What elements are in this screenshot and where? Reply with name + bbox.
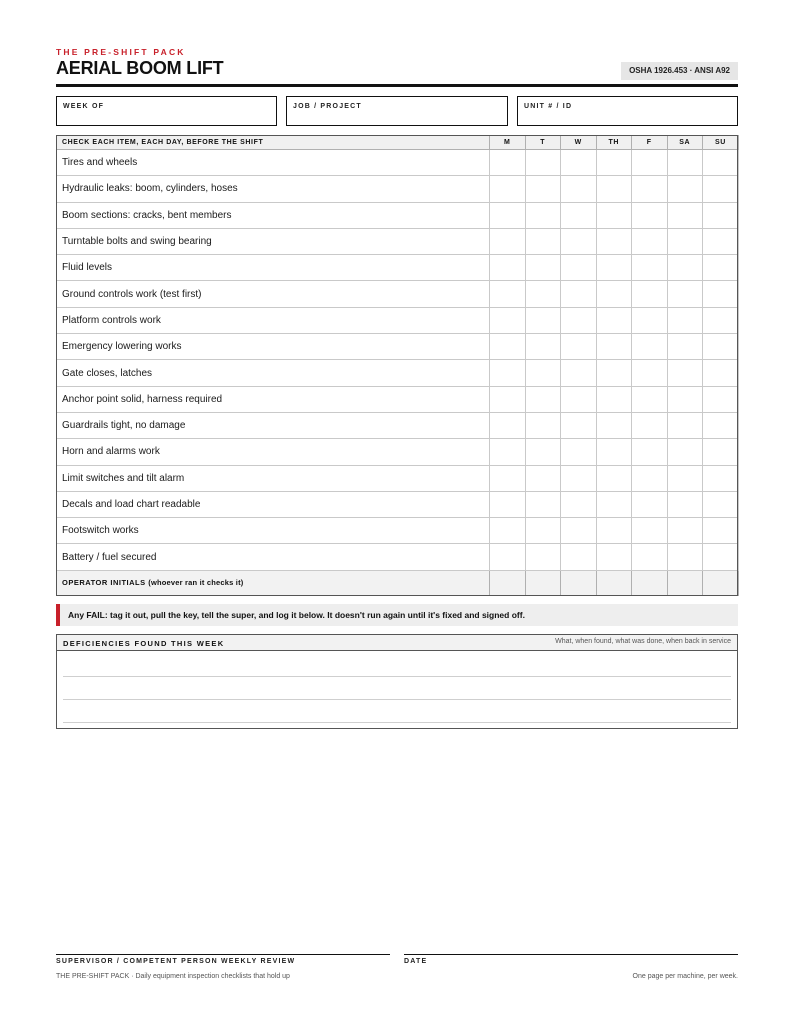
writing-line	[63, 676, 731, 677]
date-signature-line[interactable]	[404, 954, 738, 955]
check-item-row	[57, 228, 739, 254]
check-item-row	[57, 491, 739, 517]
check-cell-saturday[interactable]	[667, 150, 703, 176]
check-cell-friday[interactable]	[632, 386, 668, 412]
check-item-row	[57, 518, 739, 544]
check-cell-monday[interactable]	[490, 518, 526, 544]
check-item-row	[57, 281, 739, 307]
check-cell-wednesday[interactable]	[561, 176, 597, 202]
check-cell-tuesday[interactable]	[525, 255, 561, 281]
day-header-friday: F	[632, 136, 668, 150]
check-cell-friday[interactable]	[632, 465, 668, 491]
check-item-row	[57, 360, 739, 386]
check-cell-sunday[interactable]	[703, 491, 739, 517]
check-cell-monday[interactable]	[490, 150, 526, 176]
check-cell-wednesday[interactable]	[561, 465, 597, 491]
check-cell-monday[interactable]	[490, 255, 526, 281]
check-cell-wednesday[interactable]	[561, 307, 597, 333]
check-item-label: Decals and load chart readable	[57, 491, 490, 517]
check-item-label: Limit switches and tilt alarm	[57, 465, 490, 491]
check-cell-tuesday[interactable]	[525, 281, 561, 307]
check-cell-wednesday[interactable]	[561, 386, 597, 412]
check-cell-friday[interactable]	[632, 307, 668, 333]
check-cell-sunday[interactable]	[703, 518, 739, 544]
check-cell-tuesday[interactable]	[525, 360, 561, 386]
check-cell-thursday[interactable]	[596, 360, 632, 386]
check-cell-sunday[interactable]	[703, 228, 739, 254]
initials-cell-thursday[interactable]	[596, 570, 632, 595]
header-rule	[56, 84, 738, 87]
check-cell-monday[interactable]	[490, 202, 526, 228]
check-item-row	[57, 439, 739, 465]
check-cell-sunday[interactable]	[703, 202, 739, 228]
check-cell-friday[interactable]	[632, 150, 668, 176]
check-cell-tuesday[interactable]	[525, 334, 561, 360]
checklist-page	[56, 0, 738, 1028]
initials-cell-tuesday[interactable]	[525, 570, 561, 595]
check-cell-wednesday[interactable]	[561, 544, 597, 570]
check-item-row	[57, 412, 739, 438]
check-cell-wednesday[interactable]	[561, 360, 597, 386]
check-cell-saturday[interactable]	[667, 386, 703, 412]
check-cell-monday[interactable]	[490, 491, 526, 517]
check-cell-monday[interactable]	[490, 334, 526, 360]
check-cell-friday[interactable]	[632, 228, 668, 254]
check-cell-thursday[interactable]	[596, 307, 632, 333]
check-cell-sunday[interactable]	[703, 386, 739, 412]
check-cell-thursday[interactable]	[596, 518, 632, 544]
check-cell-wednesday[interactable]	[561, 150, 597, 176]
deficiencies-box[interactable]	[56, 634, 738, 729]
check-item-row	[57, 176, 739, 202]
check-cell-wednesday[interactable]	[561, 491, 597, 517]
check-cell-tuesday[interactable]	[525, 176, 561, 202]
job-project-field[interactable]	[286, 96, 508, 126]
fail-warning-banner: Any FAIL: tag it out, pull the key, tell the super, and log it below. It doesn't run again until it's fixed and signed off.	[56, 604, 738, 626]
page-title: AERIAL BOOM LIFT	[56, 58, 224, 78]
date-signature-label: DATE	[404, 958, 428, 965]
check-item-label: Boom sections: cracks, bent members	[57, 202, 490, 228]
check-item-label: Fluid levels	[57, 255, 490, 281]
check-cell-wednesday[interactable]	[561, 334, 597, 360]
initials-cell-monday[interactable]	[490, 570, 526, 595]
check-cell-friday[interactable]	[632, 334, 668, 360]
check-cell-tuesday[interactable]	[525, 491, 561, 517]
check-item-label: Footswitch works	[57, 518, 490, 544]
check-item-label: Gate closes, latches	[57, 360, 490, 386]
check-item-row	[57, 150, 739, 176]
check-cell-saturday[interactable]	[667, 439, 703, 465]
check-cell-thursday[interactable]	[596, 150, 632, 176]
check-cell-friday[interactable]	[632, 281, 668, 307]
day-header-wednesday: W	[561, 136, 597, 150]
check-cell-friday[interactable]	[632, 202, 668, 228]
check-cell-sunday[interactable]	[703, 360, 739, 386]
check-cell-saturday[interactable]	[667, 360, 703, 386]
supervisor-signature-line[interactable]	[56, 954, 390, 955]
table-header-row	[57, 136, 739, 150]
check-cell-saturday[interactable]	[667, 518, 703, 544]
check-item-row	[57, 386, 739, 412]
check-cell-wednesday[interactable]	[561, 228, 597, 254]
check-cell-thursday[interactable]	[596, 439, 632, 465]
initials-cell-friday[interactable]	[632, 570, 668, 595]
check-cell-sunday[interactable]	[703, 465, 739, 491]
check-cell-saturday[interactable]	[667, 412, 703, 438]
deficiencies-hint: What, when found, what was done, when back in service	[555, 638, 731, 645]
check-cell-thursday[interactable]	[596, 281, 632, 307]
check-item-label: Battery / fuel secured	[57, 544, 490, 570]
check-item-label: Guardrails tight, no damage	[57, 412, 490, 438]
check-cell-friday[interactable]	[632, 491, 668, 517]
check-cell-saturday[interactable]	[667, 491, 703, 517]
check-cell-monday[interactable]	[490, 544, 526, 570]
check-item-row	[57, 334, 739, 360]
check-cell-tuesday[interactable]	[525, 439, 561, 465]
initials-cell-wednesday[interactable]	[561, 570, 597, 595]
check-cell-saturday[interactable]	[667, 202, 703, 228]
check-cell-wednesday[interactable]	[561, 518, 597, 544]
check-cell-sunday[interactable]	[703, 439, 739, 465]
check-cell-sunday[interactable]	[703, 412, 739, 438]
item-column-header: CHECK EACH ITEM, EACH DAY, BEFORE THE SHIFT	[57, 136, 490, 150]
footer-right: One page per machine, per week.	[632, 973, 738, 980]
check-cell-wednesday[interactable]	[561, 439, 597, 465]
initials-cell-sunday[interactable]	[703, 570, 739, 595]
check-cell-sunday[interactable]	[703, 176, 739, 202]
check-cell-monday[interactable]	[490, 412, 526, 438]
check-cell-tuesday[interactable]	[525, 518, 561, 544]
check-item-row	[57, 465, 739, 491]
check-cell-sunday[interactable]	[703, 334, 739, 360]
check-cell-monday[interactable]	[490, 307, 526, 333]
check-cell-saturday[interactable]	[667, 465, 703, 491]
check-item-row	[57, 202, 739, 228]
check-item-label: Hydraulic leaks: boom, cylinders, hoses	[57, 176, 490, 202]
series-kicker: THE PRE-SHIFT PACK	[56, 47, 186, 57]
day-header-saturday: SA	[667, 136, 703, 150]
writing-line	[63, 699, 731, 700]
check-item-row	[57, 544, 739, 570]
week-of-field[interactable]	[56, 96, 277, 126]
unit-id-field[interactable]	[517, 96, 738, 126]
check-cell-thursday[interactable]	[596, 228, 632, 254]
check-cell-monday[interactable]	[490, 360, 526, 386]
writing-line	[63, 722, 731, 723]
check-cell-sunday[interactable]	[703, 307, 739, 333]
check-cell-wednesday[interactable]	[561, 412, 597, 438]
check-cell-tuesday[interactable]	[525, 386, 561, 412]
day-header-monday: M	[490, 136, 526, 150]
standards-badge: OSHA 1926.453 · ANSI A92	[621, 62, 738, 80]
check-cell-saturday[interactable]	[667, 307, 703, 333]
check-cell-thursday[interactable]	[596, 491, 632, 517]
deficiencies-header	[57, 635, 737, 651]
check-cell-friday[interactable]	[632, 176, 668, 202]
check-cell-thursday[interactable]	[596, 544, 632, 570]
check-cell-monday[interactable]	[490, 281, 526, 307]
check-cell-tuesday[interactable]	[525, 544, 561, 570]
check-cell-saturday[interactable]	[667, 228, 703, 254]
week-of-label: WEEK OF	[63, 103, 105, 110]
check-cell-tuesday[interactable]	[525, 465, 561, 491]
check-cell-tuesday[interactable]	[525, 228, 561, 254]
check-item-row	[57, 307, 739, 333]
check-cell-thursday[interactable]	[596, 334, 632, 360]
check-cell-wednesday[interactable]	[561, 202, 597, 228]
check-cell-monday[interactable]	[490, 465, 526, 491]
check-cell-friday[interactable]	[632, 439, 668, 465]
check-cell-sunday[interactable]	[703, 544, 739, 570]
operator-initials-label: OPERATOR INITIALS (whoever ran it checks it)	[57, 570, 490, 595]
check-cell-tuesday[interactable]	[525, 307, 561, 333]
job-project-label: JOB / PROJECT	[293, 103, 362, 110]
check-cell-friday[interactable]	[632, 412, 668, 438]
check-cell-tuesday[interactable]	[525, 412, 561, 438]
check-cell-thursday[interactable]	[596, 202, 632, 228]
check-cell-thursday[interactable]	[596, 465, 632, 491]
check-cell-monday[interactable]	[490, 386, 526, 412]
check-cell-sunday[interactable]	[703, 255, 739, 281]
check-cell-sunday[interactable]	[703, 281, 739, 307]
check-item-label: Horn and alarms work	[57, 439, 490, 465]
check-item-label: Turntable bolts and swing bearing	[57, 228, 490, 254]
day-header-sunday: SU	[703, 136, 739, 150]
check-item-label: Anchor point solid, harness required	[57, 386, 490, 412]
check-item-label: Emergency lowering works	[57, 334, 490, 360]
check-cell-friday[interactable]	[632, 360, 668, 386]
check-cell-tuesday[interactable]	[525, 202, 561, 228]
check-cell-tuesday[interactable]	[525, 150, 561, 176]
check-cell-saturday[interactable]	[667, 176, 703, 202]
check-item-label: Ground controls work (test first)	[57, 281, 490, 307]
check-cell-thursday[interactable]	[596, 412, 632, 438]
check-cell-sunday[interactable]	[703, 150, 739, 176]
check-cell-thursday[interactable]	[596, 176, 632, 202]
unit-id-label: UNIT # / ID	[524, 103, 573, 110]
check-item-label: Tires and wheels	[57, 150, 490, 176]
check-cell-friday[interactable]	[632, 518, 668, 544]
check-cell-saturday[interactable]	[667, 544, 703, 570]
check-cell-wednesday[interactable]	[561, 281, 597, 307]
check-cell-monday[interactable]	[490, 176, 526, 202]
check-cell-saturday[interactable]	[667, 255, 703, 281]
day-header-thursday: TH	[596, 136, 632, 150]
deficiencies-label: DEFICIENCIES FOUND THIS WEEK	[63, 639, 225, 648]
footer-left: THE PRE-SHIFT PACK · Daily equipment inspection checklists that hold up	[56, 973, 290, 980]
check-cell-wednesday[interactable]	[561, 255, 597, 281]
check-cell-friday[interactable]	[632, 544, 668, 570]
check-cell-friday[interactable]	[632, 255, 668, 281]
check-cell-saturday[interactable]	[667, 334, 703, 360]
day-header-tuesday: T	[525, 136, 561, 150]
check-cell-thursday[interactable]	[596, 255, 632, 281]
check-cell-monday[interactable]	[490, 228, 526, 254]
supervisor-signature-label: SUPERVISOR / COMPETENT PERSON WEEKLY REVIEW	[56, 958, 296, 965]
check-cell-thursday[interactable]	[596, 386, 632, 412]
operator-initials-row	[57, 570, 739, 595]
check-cell-saturday[interactable]	[667, 281, 703, 307]
initials-cell-saturday[interactable]	[667, 570, 703, 595]
daily-check-table	[56, 135, 739, 596]
check-item-label: Platform controls work	[57, 307, 490, 333]
check-cell-monday[interactable]	[490, 439, 526, 465]
check-item-row	[57, 255, 739, 281]
